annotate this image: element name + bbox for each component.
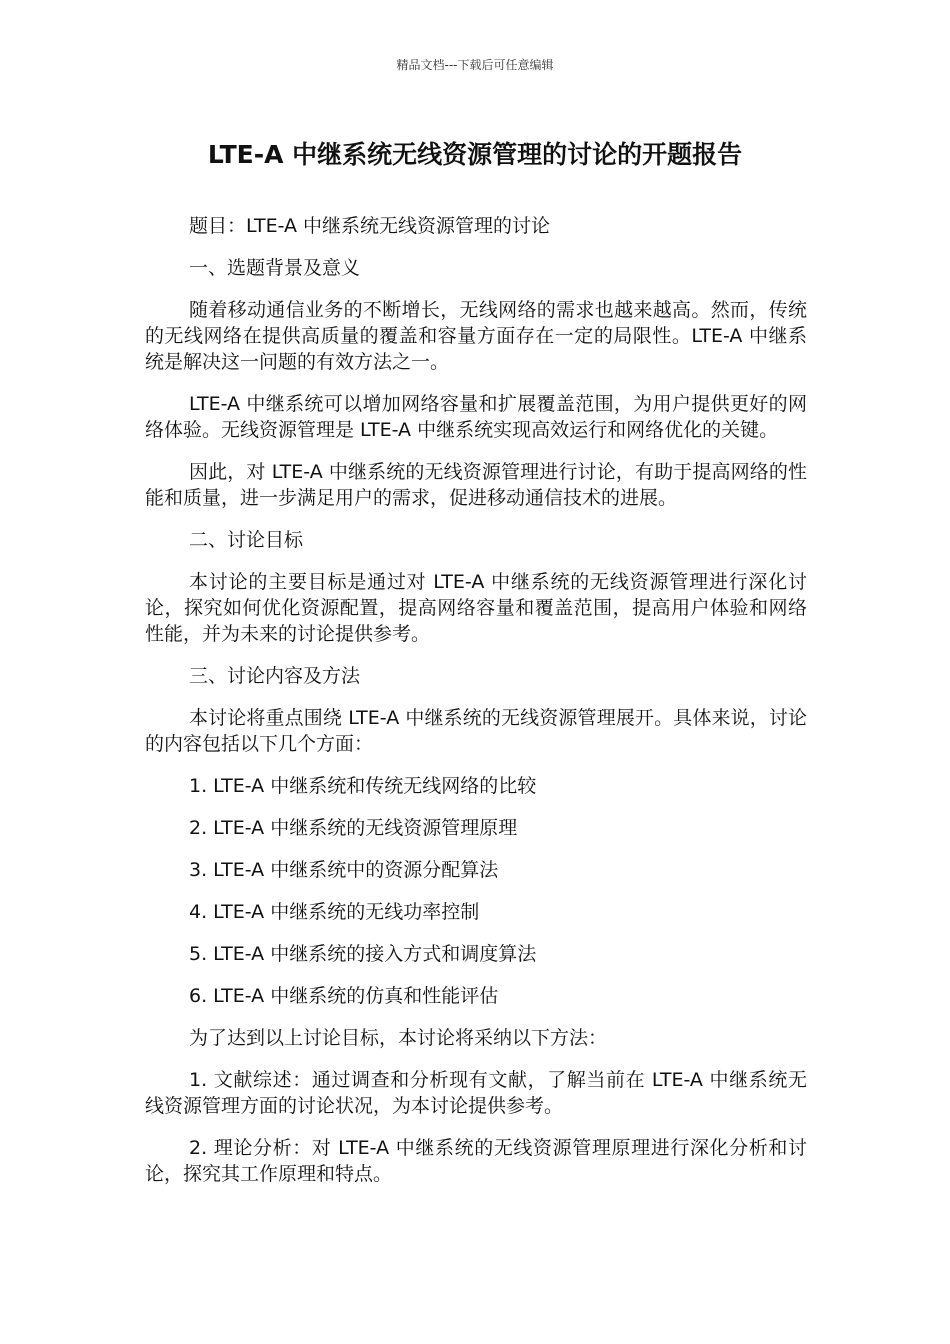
list-item: 5. LTE-A 中继系统的接入方式和调度算法 xyxy=(189,943,537,965)
list-item: 1. LTE-A 中继系统和传统无线网络的比较 xyxy=(189,775,537,797)
document-title: LTE-A 中继系统无线资源管理的讨论的开题报告 xyxy=(207,140,743,169)
list-item: 6. LTE-A 中继系统的仿真和性能评估 xyxy=(189,985,499,1007)
paragraph: 本讨论将重点围绕 LTE-A 中继系统的无线资源管理展开。具体来说，讨论的内容包括以下几个方面： xyxy=(145,707,807,755)
list-item: 3. LTE-A 中继系统中的资源分配算法 xyxy=(189,859,499,881)
paragraph: 因此，对 LTE-A 中继系统的无线资源管理进行讨论，有助于提高网络的性能和质量，进一步满足用户的需求，促进移动通信技术的进展。 xyxy=(145,461,807,509)
paragraph: 随着移动通信业务的不断增长，无线网络的需求也越来越高。然而，传统的无线网络在提供高质量的覆盖和容量方面存在一定的局限性。LTE-A 中继系统是解决这一问题的有效方法之一。 xyxy=(145,299,807,373)
paragraph-topic: 题目：LTE-A 中继系统无线资源管理的讨论 xyxy=(189,215,551,237)
document-body xyxy=(145,213,807,1203)
paragraph: 为了达到以上讨论目标，本讨论将采纳以下方法： xyxy=(189,1027,608,1049)
method-item: 2. 理论分析：对 LTE-A 中继系统的无线资源管理原理进行深化分析和讨论，探究其工作原理和特点。 xyxy=(145,1137,807,1185)
heading-objectives: 二、讨论目标 xyxy=(189,529,304,551)
method-item: 1. 文献综述：通过调查和分析现有文献，了解当前在 LTE-A 中继系统无线资源管理方面的讨论状况，为本讨论提供参考。 xyxy=(145,1069,807,1117)
heading-background: 一、选题背景及意义 xyxy=(189,257,361,279)
paragraph: 本讨论的主要目标是通过对 LTE-A 中继系统的无线资源管理进行深化讨论，探究如何优化资源配置，提高网络容量和覆盖范围，提高用户体验和网络性能，并为未来的讨论提供参考。 xyxy=(145,571,807,645)
header-note: 精品文档---下载后可任意编辑 xyxy=(396,58,554,72)
paragraph: LTE-A 中继系统可以增加网络容量和扩展覆盖范围，为用户提供更好的网络体验。无线资源管理是 LTE-A 中继系统实现高效运行和网络优化的关键。 xyxy=(145,393,807,441)
heading-content-methods: 三、讨论内容及方法 xyxy=(189,665,361,687)
list-item: 4. LTE-A 中继系统的无线功率控制 xyxy=(189,901,480,923)
list-item: 2. LTE-A 中继系统的无线资源管理原理 xyxy=(189,817,518,839)
